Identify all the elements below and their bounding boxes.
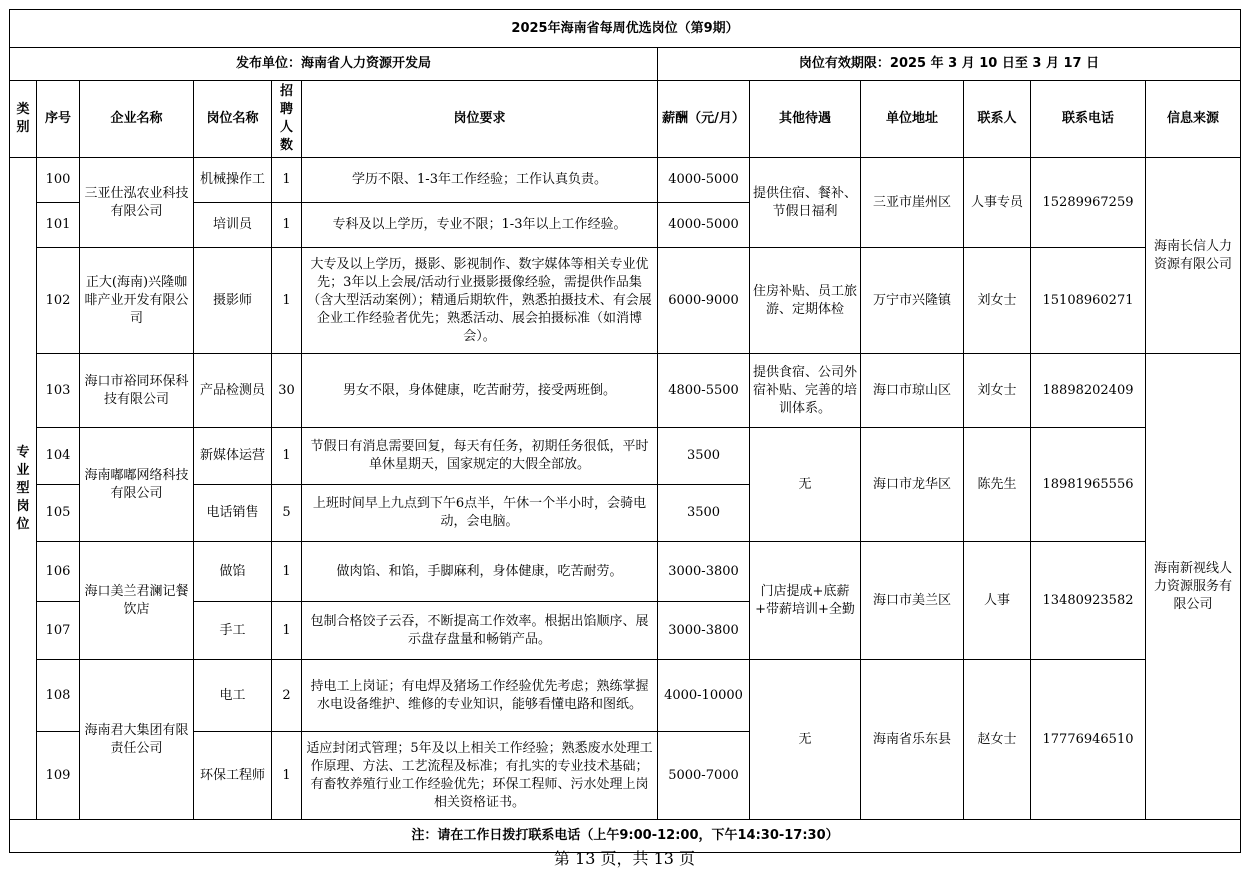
category-cell: 专业型岗位 [10,158,37,820]
address-cell: 海口市龙华区 [861,428,964,542]
count-cell: 1 [272,732,302,820]
phone-cell: 18981965556 [1031,428,1146,542]
position-cell: 电话销售 [194,485,272,542]
header-seq: 序号 [37,81,80,158]
count-cell: 30 [272,354,302,428]
header-contact: 联系人 [964,81,1031,158]
requirements-cell: 节假日有消息需要回复，每天有任务，初期任务很低，平时单休星期天，国家规定的大假全部放。 [302,428,658,485]
header-salary: 薪酬（元/月） [658,81,750,158]
salary-cell: 4000-5000 [658,203,750,248]
requirements-cell: 上班时间早上九点到下午6点半，午休一个半小时，会骑电动，会电脑。 [302,485,658,542]
table-row [10,158,1241,203]
contact-cell: 刘女士 [964,354,1031,428]
benefits-cell: 无 [750,428,861,542]
company-cell: 海口美兰君澜记餐饮店 [80,542,194,660]
header-source: 信息来源 [1146,81,1241,158]
count-cell: 2 [272,660,302,732]
table-row [10,542,1241,602]
position-cell: 电工 [194,660,272,732]
seq-cell: 108 [37,660,80,732]
company-cell: 海南嘟嘟网络科技有限公司 [80,428,194,542]
salary-cell: 5000-7000 [658,732,750,820]
salary-cell: 3500 [658,428,750,485]
benefits-cell: 住房补贴、员工旅游、定期体检 [750,248,861,354]
benefits-cell: 提供住宿、餐补、节假日福利 [750,158,861,248]
table-row [10,428,1241,485]
table-row [10,248,1241,354]
position-cell: 环保工程师 [194,732,272,820]
requirements-cell: 学历不限、1-3年工作经验；工作认真负责。 [302,158,658,203]
salary-cell: 3000-3800 [658,602,750,660]
seq-cell: 104 [37,428,80,485]
seq-cell: 102 [37,248,80,354]
company-cell: 海南君大集团有限责任公司 [80,660,194,820]
seq-cell: 106 [37,542,80,602]
seq-cell: 103 [37,354,80,428]
address-cell: 海口市琼山区 [861,354,964,428]
count-cell: 1 [272,542,302,602]
salary-cell: 3500 [658,485,750,542]
position-cell: 机械操作工 [194,158,272,203]
address-cell: 海口市美兰区 [861,542,964,660]
phone-cell: 17776946510 [1031,660,1146,820]
source-cell: 海南长信人力资源有限公司 [1146,158,1241,354]
page-number: 第 13 页，共 13 页 [553,849,696,868]
seq-cell: 101 [37,203,80,248]
company-cell: 海口市裕同环保科技有限公司 [80,354,194,428]
header-address: 单位地址 [861,81,964,158]
salary-cell: 4800-5500 [658,354,750,428]
benefits-cell: 无 [750,660,861,820]
header-phone: 联系电话 [1031,81,1146,158]
count-cell: 1 [272,248,302,354]
seq-cell: 105 [37,485,80,542]
phone-cell: 13480923582 [1031,542,1146,660]
header-count: 招聘人数 [272,81,302,158]
publisher: 发布单位：海南省人力资源开发局 [10,48,658,81]
position-cell: 培训员 [194,203,272,248]
count-cell: 5 [272,485,302,542]
position-cell: 做馅 [194,542,272,602]
contact-cell: 人事 [964,542,1031,660]
address-cell: 海南省乐东县 [861,660,964,820]
salary-cell: 6000-9000 [658,248,750,354]
header-position: 岗位名称 [194,81,272,158]
contact-cell: 陈先生 [964,428,1031,542]
address-cell: 三亚市崖州区 [861,158,964,248]
source-cell: 海南新视线人力资源服务有限公司 [1146,354,1241,820]
company-cell: 三亚仕泓农业科技有限公司 [80,158,194,248]
company-cell: 正大(海南)兴隆咖啡产业开发有限公司 [80,248,194,354]
job-listing-table [9,9,1241,853]
contact-note: 注：请在工作日拨打联系电话（上午9:00-12:00，下午14:30-17:30） [10,820,1241,853]
requirements-cell: 专科及以上学历，专业不限；1-3年以上工作经验。 [302,203,658,248]
requirements-cell: 做肉馅、和馅，手脚麻利，身体健康，吃苦耐劳。 [302,542,658,602]
contact-cell: 赵女士 [964,660,1031,820]
validity-period: 岗位有效期限：2025 年 3 月 10 日至 3 月 17 日 [658,48,1241,81]
benefits-cell: 提供食宿、公司外宿补贴、完善的培训体系。 [750,354,861,428]
header-category: 类别 [10,81,37,158]
position-cell: 摄影师 [194,248,272,354]
count-cell: 1 [272,158,302,203]
seq-cell: 109 [37,732,80,820]
requirements-cell: 适应封闭式管理；5年及以上相关工作经验；熟悉废水处理工作原理、方法、工艺流程及标准；有扎实的专业技术基础；有畜牧养殖行业工作经验优先；环保工程师、污水处理上岗相关资格证书。 [302,732,658,820]
requirements-cell: 大专及以上学历，摄影、影视制作、数字媒体等相关专业优先；3年以上会展/活动行业摄影摄像经验，需提供作品集（含大型活动案例）；精通后期软件，熟悉拍摄技术、有会展企业工作经验者优先；熟悉活动、展会拍摄标准（如消博会）。 [302,248,658,354]
position-cell: 新媒体运营 [194,428,272,485]
position-cell: 手工 [194,602,272,660]
seq-cell: 107 [37,602,80,660]
contact-cell: 人事专员 [964,158,1031,248]
header-requirements: 岗位要求 [302,81,658,158]
count-cell: 1 [272,428,302,485]
count-cell: 1 [272,203,302,248]
address-cell: 万宁市兴隆镇 [861,248,964,354]
phone-cell: 15108960271 [1031,248,1146,354]
benefits-cell: 门店提成+底薪+带薪培训+全勤 [750,542,861,660]
table-row [10,354,1241,428]
contact-cell: 刘女士 [964,248,1031,354]
count-cell: 1 [272,602,302,660]
sheet-title: 2025年海南省每周优选岗位（第9期） [10,10,1241,48]
requirements-cell: 包制合格饺子云吞，不断提高工作效率。根据出馅顺序、展示盘存盘量和畅销产品。 [302,602,658,660]
phone-cell: 18898202409 [1031,354,1146,428]
salary-cell: 4000-10000 [658,660,750,732]
position-cell: 产品检测员 [194,354,272,428]
table-row [10,660,1241,732]
salary-cell: 3000-3800 [658,542,750,602]
header-company: 企业名称 [80,81,194,158]
salary-cell: 4000-5000 [658,158,750,203]
requirements-cell: 男女不限，身体健康，吃苦耐劳，接受两班倒。 [302,354,658,428]
phone-cell: 15289967259 [1031,158,1146,248]
seq-cell: 100 [37,158,80,203]
header-benefits: 其他待遇 [750,81,861,158]
requirements-cell: 持电工上岗证；有电焊及猪场工作经验优先考虑；熟练掌握水电设备维护、维修的专业知识，能够看懂电路和图纸。 [302,660,658,732]
